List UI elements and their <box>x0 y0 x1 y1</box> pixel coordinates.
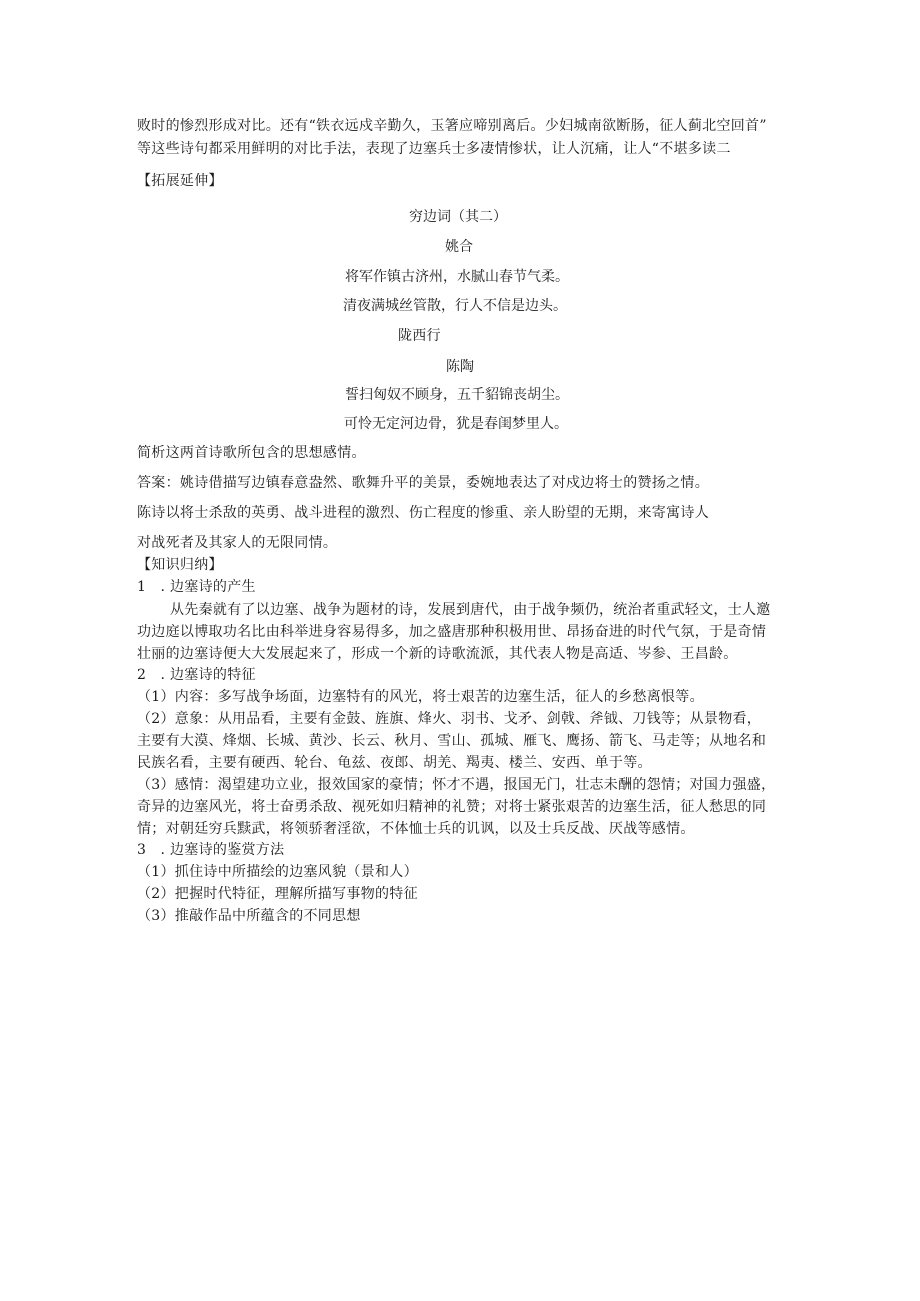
section-1-line-3: 壮丽的边塞诗便大大发展起来了，形成一个新的诗歌流派，其代表人物是高适、岑参、王昌龄。 <box>137 646 738 662</box>
section-1-title: 1 . 边塞诗的产生 <box>137 579 256 595</box>
section-2-line-1: （1）内容：多写战争场面，边塞特有的风光，将士艰苦的边塞生活，征人的乡愁离恨等。 <box>137 689 704 705</box>
section-2-title: 2 . 边塞诗的特征 <box>137 667 256 683</box>
poem2-title: 陇西行 <box>398 328 441 344</box>
intro-line-2: 等这些诗句都采用鲜明的对比手法，表现了边塞兵士多凄情惨状，让人沉痛，让人“不堪多读二 <box>137 141 731 157</box>
section-3-line-1: （1）抓住诗中所描绘的边塞风貌（景和人） <box>137 864 418 880</box>
section-3-line-3: （3）推敲作品中所蕴含的不同思想 <box>137 908 361 924</box>
section-2-line-6: 奇异的边塞风光，将士奋勇杀敌、视死如归精神的礼赞；对将士紧张艰苦的边塞生活，征人愁思的同 <box>137 799 767 815</box>
answer-line-1: 答案：姚诗借描写边镇春意盎然、歌舞升平的美景，委婉地表达了对戍边将士的赞扬之情。 <box>137 475 709 491</box>
section-3-title: 3 . 边塞诗的鉴赏方法 <box>137 842 285 858</box>
poem1-line-1: 将军作镇古济州，水腻山春节气柔。 <box>345 269 569 285</box>
poem1-title: 穷边词（其二） <box>409 209 507 225</box>
intro-line-1: 败时的惨烈形成对比。还有“铁衣远戍辛勤久，玉箸应啼别离后。少妇城南欲断肠，征人蓟北空回首” <box>137 118 767 134</box>
section-1-line-1: 从先秦就有了以边塞、战争为题材的诗，发展到唐代，由于战争频仍，统治者重武轻文，士人邀 <box>170 602 771 618</box>
section-2-line-7: 情；对朝廷穷兵黩武，将领骄奢淫欲，不体恤士兵的讥讽，以及士兵反战、厌战等感情。 <box>137 821 695 837</box>
poem1-line-2: 清夜满城丝管散，行人不信是边头。 <box>343 298 567 314</box>
poem2-line-2: 可怜无定河边骨，犹是春闺梦里人。 <box>344 416 568 432</box>
extension-heading: 【拓展延伸】 <box>137 173 223 189</box>
poem1-author: 姚合 <box>445 239 473 255</box>
question: 简析这两首诗歌所包含的思想感情。 <box>137 445 366 461</box>
section-2-line-2: （2）意象：从用品看，主要有金鼓、旌旗、烽火、羽书、戈矛、剑戟、斧钺、刀钱等；从景物看， <box>137 711 762 727</box>
answer-line-3: 对战死者及其家人的无限同情。 <box>137 535 338 551</box>
section-2-line-3: 主要有大漠、烽烟、长城、黄沙、长云、秋月、雪山、孤城、雁飞、鹰扬、箭飞、马走等；从地名和 <box>137 733 767 749</box>
answer-line-2: 陈诗以将士杀敌的英勇、战斗进程的激烈、伤亡程度的惨重、亲人盼望的无期，来寄寓诗人 <box>137 505 709 521</box>
section-3-line-2: （2）把握时代特征，理解所描写事物的特征 <box>137 886 418 902</box>
section-1-line-2: 功边庭以博取功名比由科举进身容易得多，加之盛唐那种积极用世、昂扬奋进的时代气氛，于是奇情 <box>137 624 767 640</box>
poem2-line-1: 誓扫匈奴不顾身，五千貂锦丧胡尘。 <box>345 387 569 403</box>
section-2-line-5: （3）感情：渴望建功立业，报效国家的豪情；怀才不遇，报国无门，壮志未酬的怨情；对国力强盛， <box>137 777 776 793</box>
poem2-author: 陈陶 <box>446 359 474 375</box>
knowledge-heading: 【知识归纳】 <box>137 557 223 573</box>
section-2-line-4: 民族名看，主要有硬西、轮台、龟兹、夜郎、胡羌、羯夷、楼兰、安西、单于等。 <box>137 755 652 771</box>
